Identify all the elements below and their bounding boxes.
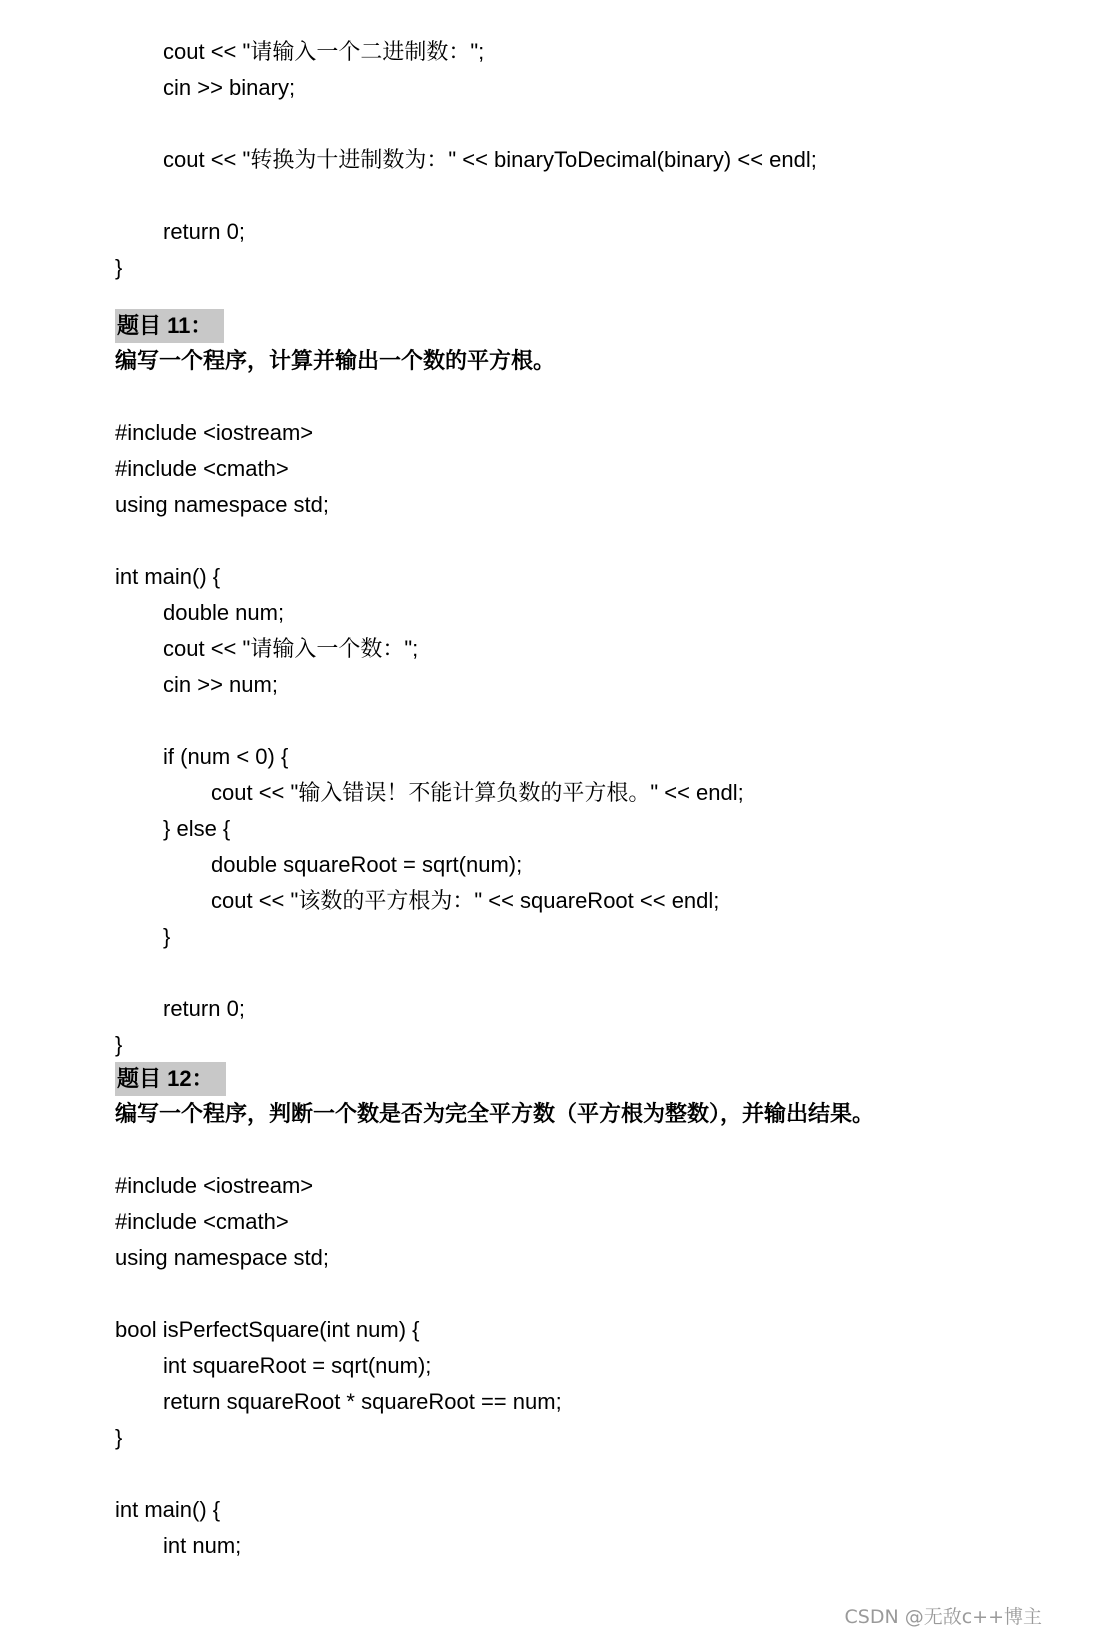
- code-line: cout << "该数的平方根为：" << squareRoot << endl;: [211, 888, 720, 913]
- problem-11: [115, 309, 1075, 1063]
- code-line: #include <cmath>: [115, 456, 289, 481]
- code-line: cin >> binary;: [163, 75, 296, 100]
- code-line: double num;: [163, 600, 285, 625]
- code-line: int num;: [163, 1533, 242, 1558]
- code-line: return 0;: [163, 219, 245, 244]
- code-line: }: [115, 1425, 123, 1450]
- code-line: cin >> num;: [163, 672, 278, 697]
- code-line: cout << "请输入一个数：";: [163, 636, 419, 661]
- code-line: #include <iostream>: [115, 420, 314, 445]
- code-line: cout << "请输入一个二进制数：";: [163, 39, 485, 64]
- code-line: }: [115, 1032, 123, 1057]
- code-line: using namespace std;: [115, 1245, 330, 1270]
- code-line: int main() {: [115, 564, 221, 589]
- code-line: cout << "转换为十进制数为：" << binaryToDecimal(binary) << endl;: [163, 147, 817, 172]
- code-line: }: [115, 255, 123, 280]
- previous-code-block: [115, 34, 1075, 286]
- code-line: bool isPerfectSquare(int num) {: [115, 1317, 420, 1342]
- code-line: }: [163, 924, 171, 949]
- problem-12-description: 编写一个程序，判断一个数是否为完全平方数（平方根为整数），并输出结果。: [115, 1101, 875, 1126]
- code-line: double squareRoot = sqrt(num);: [211, 852, 523, 877]
- code-line: if (num < 0) {: [163, 744, 289, 769]
- code-line: int squareRoot = sqrt(num);: [163, 1353, 432, 1378]
- problem-12-tag: 题目 12：: [115, 1062, 226, 1096]
- problem-12: [115, 1062, 1075, 1564]
- code-line: return 0;: [163, 996, 245, 1021]
- code-line: using namespace std;: [115, 492, 330, 517]
- problem-11-description: 编写一个程序，计算并输出一个数的平方根。: [115, 348, 556, 373]
- problem-11-tag: 题目 11：: [115, 309, 224, 343]
- csdn-watermark: CSDN @无敌c++博主: [844, 1606, 1042, 1628]
- code-line: cout << "输入错误！不能计算负数的平方根。" << endl;: [211, 780, 744, 805]
- code-line: int main() {: [115, 1497, 221, 1522]
- code-line: return squareRoot * squareRoot == num;: [163, 1389, 562, 1414]
- code-line: #include <iostream>: [115, 1173, 314, 1198]
- code-line: } else {: [163, 816, 231, 841]
- code-line: #include <cmath>: [115, 1209, 289, 1234]
